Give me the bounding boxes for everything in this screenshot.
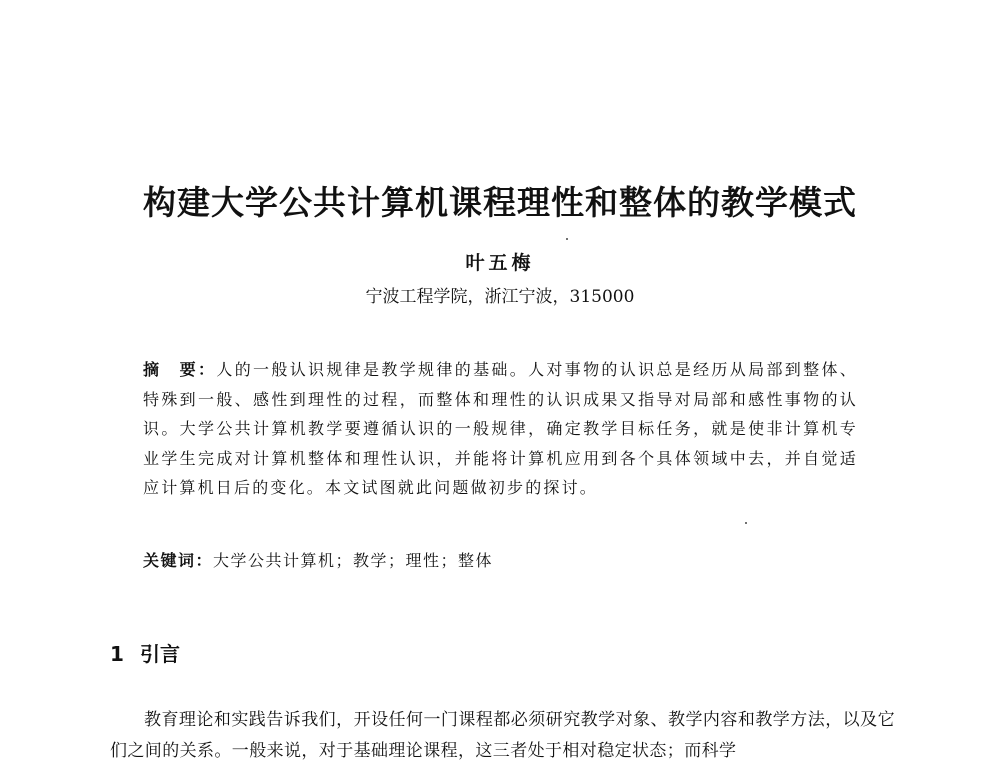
abstract-block — [143, 355, 858, 503]
scan-speck — [745, 522, 747, 524]
author-affiliation: 宁波工程学院，浙江宁波，315000 — [365, 287, 635, 307]
scan-speck — [566, 238, 568, 240]
section-heading — [110, 640, 180, 668]
paper-title: 构建大学公共计算机课程理性和整体的教学模式 — [143, 183, 857, 222]
section-title: 引言 — [140, 642, 180, 666]
keywords-text: 大学公共计算机；教学；理性；整体 — [213, 551, 494, 570]
author-name: 叶五梅 — [465, 252, 535, 274]
section-number: 1 — [110, 642, 124, 666]
body-paragraph: 教育理论和实践告诉我们，开设任何一门课程都必须研究教学对象、教学内容和教学方法，以及它们之间的关系。一般来说，对于基础理论课程，这三者处于相对稳定状态；而科学 — [110, 710, 895, 761]
abstract-label: 摘 要： — [143, 360, 217, 379]
abstract-text: 人的一般认识规律是教学规律的基础。人对事物的认识总是经历从局部到整体、特殊到一般、感性到理性的过程，而整体和理性的认识成果又指导对局部和感性事物的认识。大学公共计算机教学要遵循认识的一般规律，确定教学目标任务，就是使非计算机专业学生完成对计算机整体和理性认识，并能将计算机应用到各个具体领域中去，并自觉适应计算机日后的变化。本文试图就此问题做初步的探讨。 — [143, 360, 858, 498]
keywords-block — [143, 548, 493, 574]
keywords-label: 关键词： — [143, 551, 214, 570]
